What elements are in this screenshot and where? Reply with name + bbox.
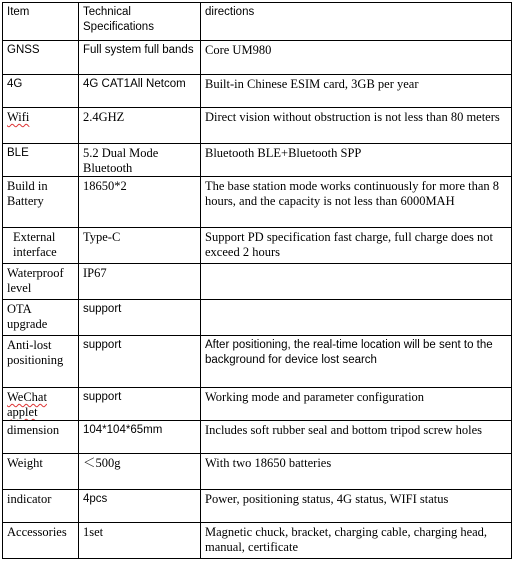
spec-cell: Full system full bands	[79, 41, 201, 75]
spec-cell: 5.2 Dual Mode Bluetooth	[79, 144, 201, 177]
spec-cell: 104*104*65mm	[79, 421, 201, 454]
item-cell	[3, 108, 79, 144]
header-row	[3, 3, 512, 41]
table-row-wifi	[3, 108, 512, 144]
spec-cell: ＜500g	[79, 454, 201, 490]
item-cell: Waterproof level	[3, 264, 79, 300]
table-row-4g	[3, 75, 512, 108]
table-row-accessories	[3, 523, 512, 559]
directions-cell: Direct vision without obstruction is not less than 80 meters	[201, 108, 512, 144]
table-row-ble	[3, 144, 512, 177]
spec-table	[2, 2, 512, 559]
header-item: Item	[3, 3, 79, 41]
item-cell: Weight	[3, 454, 79, 490]
directions-cell: Support PD specification fast charge, full charge does not exceed 2 hours	[201, 228, 512, 264]
directions-cell	[201, 264, 512, 300]
spec-cell: 2.4GHZ	[79, 108, 201, 144]
spec-cell: Type-C	[79, 228, 201, 264]
table-row-ota	[3, 300, 512, 336]
spec-cell: 1set	[79, 523, 201, 559]
item-text: WeChat applet	[7, 390, 47, 419]
spec-cell: support	[79, 388, 201, 421]
directions-cell: Core UM980	[201, 41, 512, 75]
spec-cell: 18650*2	[79, 177, 201, 228]
table-row-waterproof	[3, 264, 512, 300]
item-cell: Build in Battery	[3, 177, 79, 228]
directions-cell: Built-in Chinese ESIM card, 3GB per year	[201, 75, 512, 108]
item-cell: Anti-lost positioning	[3, 336, 79, 388]
table-row-interface	[3, 228, 512, 264]
table-row-indicator	[3, 490, 512, 523]
table-row-antilost	[3, 336, 512, 388]
header-spec: Technical Specifications	[79, 3, 201, 41]
item-cell: Accessories	[3, 523, 79, 559]
item-cell: 4G	[3, 75, 79, 108]
header-directions: directions	[201, 3, 512, 41]
item-cell: GNSS	[3, 41, 79, 75]
directions-cell: The base station mode works continuously for more than 8 hours, and the capacity is not less than 6000MAH	[201, 177, 512, 228]
item-cell: BLE	[3, 144, 79, 177]
item-cell: indicator	[3, 490, 79, 523]
directions-cell: Magnetic chuck, bracket, charging cable, charging head, manual, certificate	[201, 523, 512, 559]
item-cell: dimension	[3, 421, 79, 454]
table-row-dimension	[3, 421, 512, 454]
item-cell	[3, 388, 79, 421]
spec-cell: 4G CAT1All Netcom	[79, 75, 201, 108]
table-row-gnss	[3, 41, 512, 75]
spec-cell: 4pcs	[79, 490, 201, 523]
table-row-weight	[3, 454, 512, 490]
spec-cell: support	[79, 300, 201, 336]
item-cell: OTA upgrade	[3, 300, 79, 336]
item-cell: External interface	[3, 228, 79, 264]
directions-cell: Includes soft rubber seal and bottom tripod screw holes	[201, 421, 512, 454]
spec-cell: IP67	[79, 264, 201, 300]
directions-cell: Working mode and parameter configuration	[201, 388, 512, 421]
item-text: Wifi	[7, 110, 30, 124]
directions-cell: Bluetooth BLE+Bluetooth SPP	[201, 144, 512, 177]
directions-cell: With two 18650 batteries	[201, 454, 512, 490]
table-row-battery	[3, 177, 512, 228]
directions-cell: Power, positioning status, 4G status, WIFI status	[201, 490, 512, 523]
directions-cell: After positioning, the real-time location will be sent to the background for device lost search	[201, 336, 512, 388]
table-row-wechat	[3, 388, 512, 421]
directions-cell	[201, 300, 512, 336]
spec-cell: support	[79, 336, 201, 388]
